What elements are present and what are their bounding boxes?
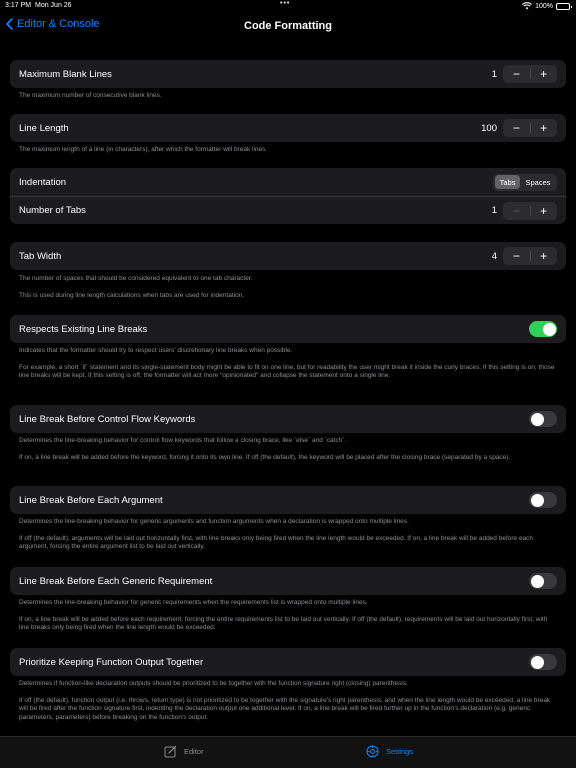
max-blank-lines-row [10,60,566,88]
each-argument-row [10,486,566,514]
max-blank-lines-footer: The maximum number of consecutive blank lines. [19,92,162,99]
status-time: 3:17 PM [5,2,32,9]
wifi-icon [522,2,532,10]
number-of-tabs-label: Number of Tabs [19,205,86,216]
each-argument-toggle[interactable] [529,492,557,508]
number-of-tabs-stepper [503,202,557,220]
tab-width-stepper [503,247,557,265]
tab-editor-label: Editor [184,747,204,756]
respects-line-breaks-card [10,315,566,343]
generic-requirement-footer-2: If on, a line break will be added before each requirement, forcing the entire requirements list to be laid out vertically. If off (the default), requirements will be laid out horizontally first, with line breaks only being fired when the line length would be exceeded. [19,616,548,632]
generic-requirement-toggle[interactable] [529,573,557,589]
decrement-button[interactable]: − [512,67,520,81]
respects-line-breaks-toggle[interactable] [529,321,557,337]
line-length-row [10,114,566,142]
line-length-value: 100 [481,122,497,134]
generic-requirement-row [10,567,566,595]
increment-button[interactable]: + [540,121,548,135]
decrement-button[interactable]: − [512,121,520,135]
increment-button[interactable]: + [540,203,548,218]
control-flow-label: Line Break Before Control Flow Keywords [19,413,196,425]
generic-requirement-label: Line Break Before Each Generic Requirement [19,575,213,587]
tab-settings[interactable] [366,745,413,758]
tab-width-row [10,242,566,270]
control-flow-footer-2: If on, a line break will be added before the keyword, forcing it onto its own line. If off (the default), the keyword will be placed after the closing brace (separated by a space). [19,454,511,461]
status-right [522,2,570,10]
number-of-tabs-row [10,196,566,224]
function-output-label: Prioritize Keeping Function Output Together [19,656,204,668]
navigation-bar [0,12,576,40]
respects-line-breaks-label: Respects Existing Line Breaks [19,323,148,335]
multitasking-dots[interactable]: ••• [280,0,291,7]
tab-settings-label: Settings [386,747,414,756]
control-flow-footer: Determines the line-breaking behavior for control flow keywords that follow a closing brace, like `else` and `catch`. [19,437,347,444]
function-output-footer: Determines if function-like declaration outputs should be prioritized to be together with the function signature right (closing) parenthesis. [19,680,408,687]
battery-percent: 100% [535,2,553,10]
back-button-label: Editor & Console [17,18,100,30]
function-output-footer-2: If off (the default), function output (i.e. throws, return type) is not prioritized to be together with the signature's right parenthesis, and when the line length would be exceeded, a line break will be fired after the function signature first, indenting the declaration output one additional level. If on, a line break will be fired further up in the function's declaration (e.g. generic parameters, parameters) before breaking on the function's output. [19,697,551,721]
tab-width-value: 4 [491,250,497,262]
decrement-button[interactable]: − [512,249,520,263]
tab-width-card [10,242,566,270]
line-length-card [10,114,566,142]
function-output-toggle[interactable] [529,654,557,670]
each-argument-label: Line Break Before Each Argument [19,494,163,506]
control-flow-row [10,405,566,433]
settings-list[interactable] [0,40,576,736]
indentation-segmented-control [493,174,557,191]
function-output-row [10,648,566,676]
max-blank-lines-label: Maximum Blank Lines [19,68,112,80]
tab-editor[interactable] [164,745,204,758]
respects-line-breaks-footer-2: For example, a short `if` statement and its single-statement body might be able to fit on one line, but for readability the user might break it inside the curly braces. If this setting is on, those line breaks will be kept. If this setting is off, the formatter will act more "opinionated" and collapse the statement onto a single line. [19,364,555,380]
line-length-footer: The maximum length of a line (in characters), after which the formatter will break lines. [19,146,268,153]
increment-button[interactable]: + [540,67,548,81]
status-date: Mon Jun 26 [35,2,72,9]
number-of-tabs-value: 1 [491,205,497,216]
line-length-stepper [503,119,557,137]
indentation-label: Indentation [19,176,67,188]
segment-spaces[interactable]: Spaces [525,177,551,187]
increment-button[interactable]: + [540,249,548,263]
each-argument-footer-2: If off (the default), arguments will be laid out horizontally first, with line breaks only being fired when the line length would be exceeded. If on, a line break will be added before each argument, forcing the entire argument list to be laid out vertically. [19,535,534,551]
respects-line-breaks-row [10,315,566,343]
control-flow-card [10,405,566,433]
line-length-label: Line Length [19,122,69,134]
generic-requirement-footer: Determines the line-breaking behavior for generic requirements when the requirements list is wrapped onto multiple lines. [19,599,368,606]
tab-width-footer-2: This is used during line length calculations when tabs are used for indentation. [19,292,245,299]
tab-bar [0,736,576,768]
gear-icon [366,745,379,758]
each-argument-footer: Determines the line-breaking behavior for generic arguments and function arguments when a declaration is wrapped onto multiple lines. [19,518,409,525]
respects-line-breaks-footer: Indicates that the formatter should try to respect users' discretionary line breaks when possible. [19,347,293,354]
function-output-card [10,648,566,676]
control-flow-toggle[interactable] [529,411,557,427]
status-bar [0,0,576,12]
page-title: Code Formatting [244,20,332,32]
max-blank-lines-card [10,60,566,88]
battery-icon [556,3,570,10]
segment-tabs[interactable]: Tabs [495,175,521,189]
tab-width-label: Tab Width [19,250,62,262]
edit-icon [164,745,177,758]
tab-width-footer: The number of spaces that should be considered equivalent to one tab character. [19,275,253,282]
max-blank-lines-stepper [503,65,557,83]
generic-requirement-card [10,567,566,595]
each-argument-card [10,486,566,514]
indentation-row [10,168,566,196]
indentation-card [10,168,566,224]
max-blank-lines-value: 1 [491,68,497,80]
decrement-button[interactable]: − [512,203,520,218]
